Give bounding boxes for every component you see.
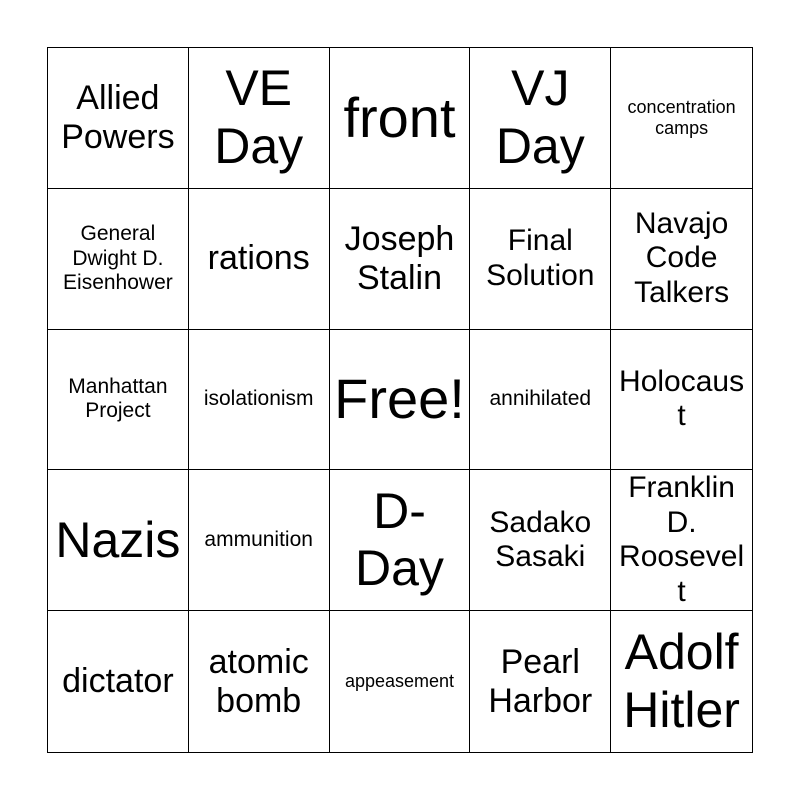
bingo-cell[interactable]	[189, 330, 330, 471]
bingo-cell[interactable]	[330, 48, 471, 189]
bingo-cell-text: VJ Day	[495, 60, 585, 174]
bingo-cell[interactable]	[470, 189, 611, 330]
bingo-cell[interactable]	[611, 330, 752, 471]
bingo-cell[interactable]	[611, 470, 752, 611]
bingo-cell-text: Allied Powers	[61, 78, 175, 156]
bingo-cell[interactable]	[470, 611, 611, 752]
bingo-cell-text: Free!	[334, 367, 465, 431]
bingo-cell-text: concentration camps	[627, 97, 736, 138]
bingo-cell-text: D-Day	[355, 482, 444, 597]
bingo-cell[interactable]	[611, 189, 752, 330]
bingo-cell-text: annihilated	[489, 387, 592, 411]
bingo-cell-text: Nazis	[55, 511, 181, 568]
bingo-cell[interactable]	[48, 470, 189, 611]
bingo-cell-text: Sadako Sasaki	[489, 505, 592, 574]
bingo-cell[interactable]	[330, 330, 471, 471]
bingo-cell[interactable]	[48, 611, 189, 752]
bingo-card	[47, 47, 753, 753]
bingo-cell[interactable]	[189, 611, 330, 752]
bingo-cell[interactable]	[470, 470, 611, 611]
bingo-cell[interactable]	[330, 611, 471, 752]
bingo-cell-text: isolationism	[203, 387, 314, 411]
bingo-cell-text: rations	[207, 239, 310, 278]
bingo-cell-text: Navajo Code Talkers	[634, 206, 730, 309]
bingo-cell-text: ammunition	[204, 528, 313, 552]
bingo-cell-text: General Dwight D. Eisenhower	[63, 222, 173, 294]
bingo-cell[interactable]	[330, 189, 471, 330]
bingo-cell-text: appeasement	[344, 671, 455, 692]
bingo-cell-text: Joseph Stalin	[344, 219, 455, 297]
bingo-cell[interactable]	[48, 48, 189, 189]
bingo-cell[interactable]	[189, 48, 330, 189]
bingo-cell-text: Final Solution	[486, 224, 595, 292]
bingo-cell-text: Franklin D. Roosevelt	[619, 471, 745, 608]
bingo-cell-text: front	[343, 85, 456, 149]
bingo-cell-text: atomic bomb	[208, 642, 309, 720]
bingo-cell-text: dictator	[62, 662, 174, 701]
bingo-cell-text: Pearl Harbor	[488, 642, 593, 720]
bingo-cell[interactable]	[330, 470, 471, 611]
bingo-cell[interactable]	[48, 189, 189, 330]
bingo-cell-text: VE Day	[214, 60, 304, 174]
bingo-cell[interactable]	[611, 611, 752, 752]
bingo-cell[interactable]	[470, 48, 611, 189]
bingo-cell[interactable]	[189, 470, 330, 611]
bingo-cell-text: Holocaust	[619, 364, 745, 433]
bingo-cell[interactable]	[470, 330, 611, 471]
bingo-cell-text: Manhattan Project	[68, 375, 168, 423]
bingo-cell[interactable]	[611, 48, 752, 189]
bingo-cell[interactable]	[48, 330, 189, 471]
bingo-cell-text: Adolf Hitler	[623, 624, 740, 738]
bingo-cell[interactable]	[189, 189, 330, 330]
